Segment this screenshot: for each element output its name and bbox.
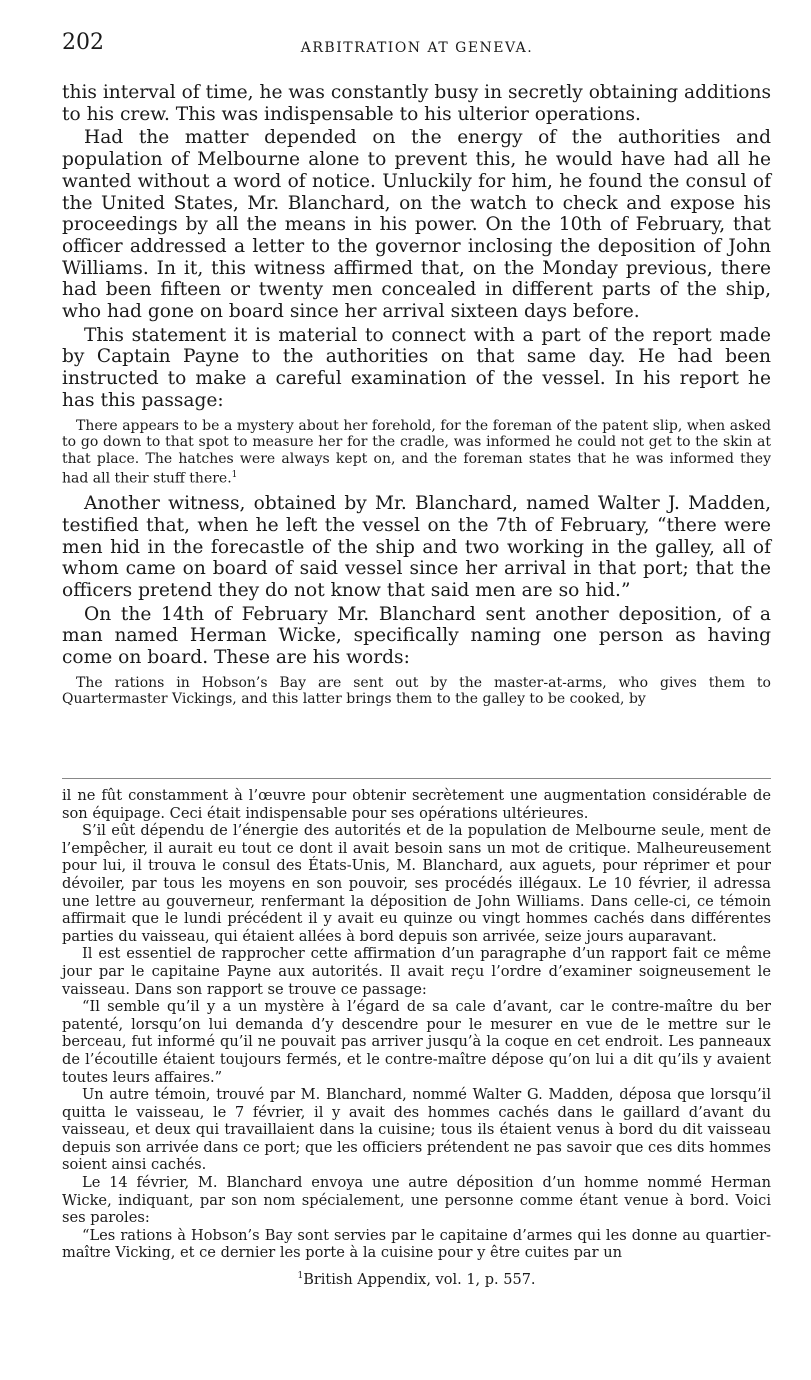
page-header	[62, 30, 772, 64]
footnote-text: British Appendix, vol. 1, p. 557.	[303, 1271, 536, 1288]
english-paragraph: Another witness, obtained by Mr. Blanchard, named Walter J. Madden, testified that, when he left the vessel on the 7th of February, “there were men hid in the forecastle of the ship and two working in the galley, all of whom came on board of said vessel since her arrival in that port; that the officers pretend they do not know that said men are so hid.”	[62, 493, 771, 602]
french-paragraph: il ne fût constamment à l’œuvre pour obtenir secrètement une augmentation considérable de son équipage. Ceci était indispensable pour ses opérations ultérieures.	[62, 787, 771, 822]
french-quote-paragraph: “Les rations à Hobson’s Bay sont servies par le capitaine d’armes qui les donne au quartier-maître Vicking, et ce dernier les porte à la cuisine pour y être cuites par un	[62, 1226, 771, 1262]
english-paragraph: This statement it is material to connect with a part of the report made by Captain Payne to the authorities on that same day. He had been instructed to make a careful examination of the vessel. In his report he has this passage:	[62, 324, 771, 411]
block-quote-text: There appears to be a mystery about her forehold, for the foreman of the patent slip, when asked to go down to that spot to measure her for the cradle, was informed he could not get to the skin at that place. The hatches were always kept on, and the foreman states that he was informed they had all their stuff there.	[62, 417, 771, 487]
block-quote: The rations in Hobson’s Bay are sent out by the master-at-arms, who gives them to Quartermaster Vickings, and this latter brings them to the galley to be cooked, by	[62, 674, 771, 708]
footnote	[62, 1271, 771, 1288]
english-paragraph: On the 14th of February Mr. Blanchard sent another deposition, of a man named Herman Wicke, specifically naming one person as having come on board. These are his words:	[62, 603, 771, 669]
english-paragraph: Had the matter depended on the energy of the authorities and population of Melbourne alone to prevent this, he would have had all he wanted without a word of notice. Unluckily for him, he found the consul of the United States, Mr. Blanchard, on the watch to check and expose his proceedings by all the means in his power. On the 10th of February, that officer addressed a letter to the governor inclosing the deposition of John Williams. In it, this witness affirmed that, on the Monday previous, there had been fifteen or twenty men concealed in different parts of the ship, who had gone on board since her arrival sixteen days before.	[62, 127, 771, 323]
footnote-marker: 1	[297, 1271, 304, 1281]
running-title: ARBITRATION AT GENEVA.	[300, 40, 534, 56]
footnote-reference: 1	[231, 470, 238, 481]
english-text-column	[62, 82, 771, 714]
french-paragraph: S’il eût dépendu de l’énergie des autorités et de la population de Melbourne seule, ment de l’empêcher, il aurait eu tout ce dont il avait besoin sans un mot de critique. Malheureusement pour lui, il trouva le consul des États-Unis, M. Blanchard, aux aguets, pour réprimer et pour dévoiler, par tous les moyens en son pouvoir, ses procédés illégaux. Le 10 février, il adressa une lettre au gouverneur, renfermant la déposition de John Williams. Dans celle-ci, ce témoin affirmait que le lundi précédent il y avait eu quinze ou vingt hommes cachés dans différentes parties du vaisseau, qui étaient allées à bord depuis son arrivée, seize jours auparavant.	[62, 822, 771, 945]
french-paragraph: Il est essentiel de rapprocher cette affirmation d’un paragraphe d’un rapport fait ce même jour par le capitaine Payne aux autorités. Il avait reçu l’ordre d’examiner soigneusement le vaisseau. Dans son rapport se trouve ce passage:	[62, 945, 771, 998]
page-number: 202	[62, 30, 104, 55]
french-text-column	[62, 787, 771, 1262]
french-paragraph: Un autre témoin, trouvé par M. Blanchard, nommé Walter G. Madden, déposa que lorsqu’il quitta le vaisseau, le 7 février, il y avait des hommes cachés dans le gaillard d’avant du vaisseau, et deux qui travaillaient dans la cuisine; tous ils étaient venus à bord du dit vaisseau depuis son arrivée dans ce port; que les officiers prétendent ne pas savoir que ces dits hommes soient ainsi cachés.	[62, 1086, 771, 1174]
french-quote-paragraph: “Il semble qu’il y a un mystère à l’égard de sa cale d’avant, car le contre-maître du ber patenté, lorsqu’on lui demanda d’y descendre pour le mesurer en vue de le mettre sur le berceau, fut informé qu’il ne pouvait pas arriver jusqu’à la coque en cet endroit. Les panneaux de l’écoutille étaient toujours fermés, et le contre-maître dépose qu’on lui a dit qu’ils y avaient toutes leurs affaires.”	[62, 998, 771, 1086]
section-divider	[62, 778, 771, 779]
french-paragraph: Le 14 février, M. Blanchard envoya une autre déposition d’un homme nommé Herman Wicke, indiquant, par son nom spécialement, une personne comme étant venue à bord. Voici ses paroles:	[62, 1174, 771, 1227]
english-paragraph: this interval of time, he was constantly busy in secretly obtaining additions to his crew. This was indispensable to his ulterior operations.	[62, 82, 771, 125]
block-quote	[62, 418, 771, 488]
